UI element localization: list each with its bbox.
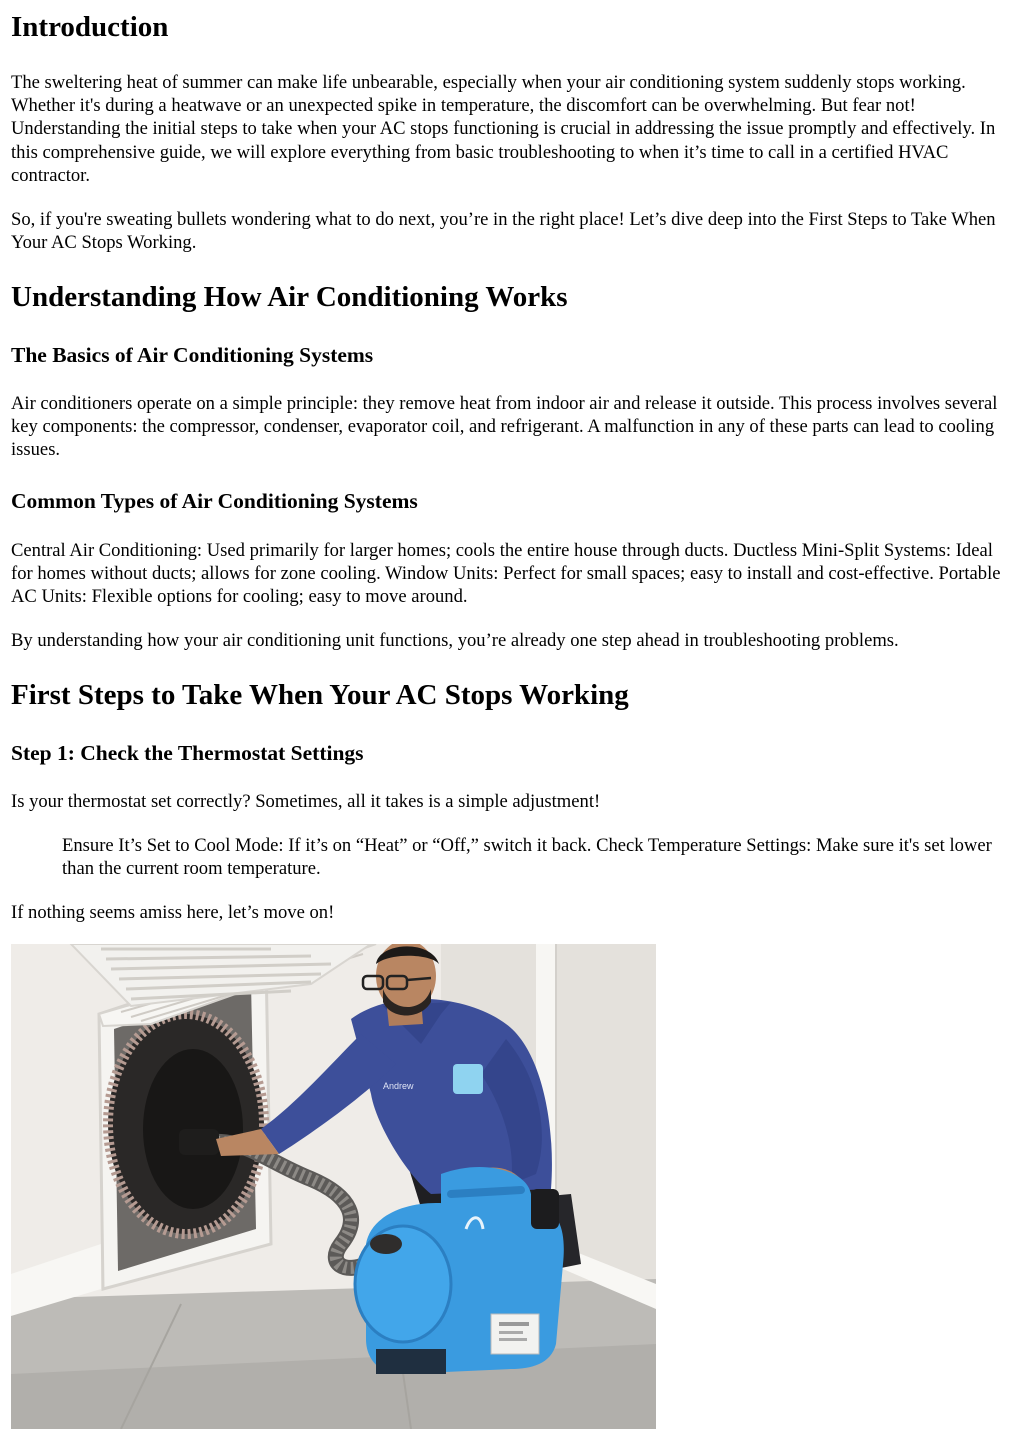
- intro-heading: Introduction: [11, 11, 169, 43]
- step1-after-paragraph: If nothing seems amiss here, let’s move on!: [11, 902, 335, 923]
- technician-photo-illustration: [11, 944, 656, 1429]
- types-heading: Common Types of Air Conditioning Systems: [11, 489, 418, 513]
- shirt-name-tag: Andrew: [383, 1081, 414, 1091]
- step1-paragraph: Is your thermostat set correctly? Sometimes, all it takes is a simple adjustment!: [11, 791, 601, 812]
- basics-heading: The Basics of Air Conditioning Systems: [11, 343, 374, 367]
- technician-photo: [11, 944, 656, 1429]
- types-paragraph: Central Air Conditioning: Used primarily for larger homes; cools the entire house through ducts. Ductless Mini-Split Systems: Ideal for homes without ducts; allows for zone cooling. Window Units: Perfect for small spaces; easy to install and cost-effective. Portable AC Units: Flexible options for cooling; easy to move around.: [11, 540, 1001, 608]
- step1-list: Ensure It’s Set to Cool Mode: If it’s on “Heat” or “Off,” switch it back. Check Temperature Settings: Make sure it's set lower than the current room temperature.: [62, 835, 992, 880]
- intro-paragraph-2: So, if you're sweating bullets wondering what to do next, you’re in the right place! Let’s dive deep into the First Steps to Take When Your AC Stops Working.: [11, 209, 996, 254]
- intro-paragraph-1: The sweltering heat of summer can make life unbearable, especially when your air conditioning system suddenly stops working. Whether it's during a heatwave or an unexpected spike in temperature, the discomfort can be overwhelming. But fear not! Understanding the initial steps to take when your AC stops functioning is crucial in addressing the issue promptly and effectively. In this comprehensive guide, we will explore everything from basic troubleshooting to when it’s time to call in a certified HVAC contractor.: [11, 72, 996, 186]
- basics-paragraph: Air conditioners operate on a simple principle: they remove heat from indoor air and release it outside. This process involves several key components: the compressor, condenser, evaporator coil, and refrigerant. A malfunction in any of these parts can lead to cooling issues.: [11, 393, 998, 461]
- step1-heading: Step 1: Check the Thermostat Settings: [11, 741, 364, 765]
- first-steps-heading: First Steps to Take When Your AC Stops Working: [11, 679, 629, 711]
- understanding-heading: Understanding How Air Conditioning Works: [11, 281, 568, 313]
- understanding-paragraph: By understanding how your air conditioning unit functions, you’re already one step ahead in troubleshooting problems.: [11, 630, 899, 651]
